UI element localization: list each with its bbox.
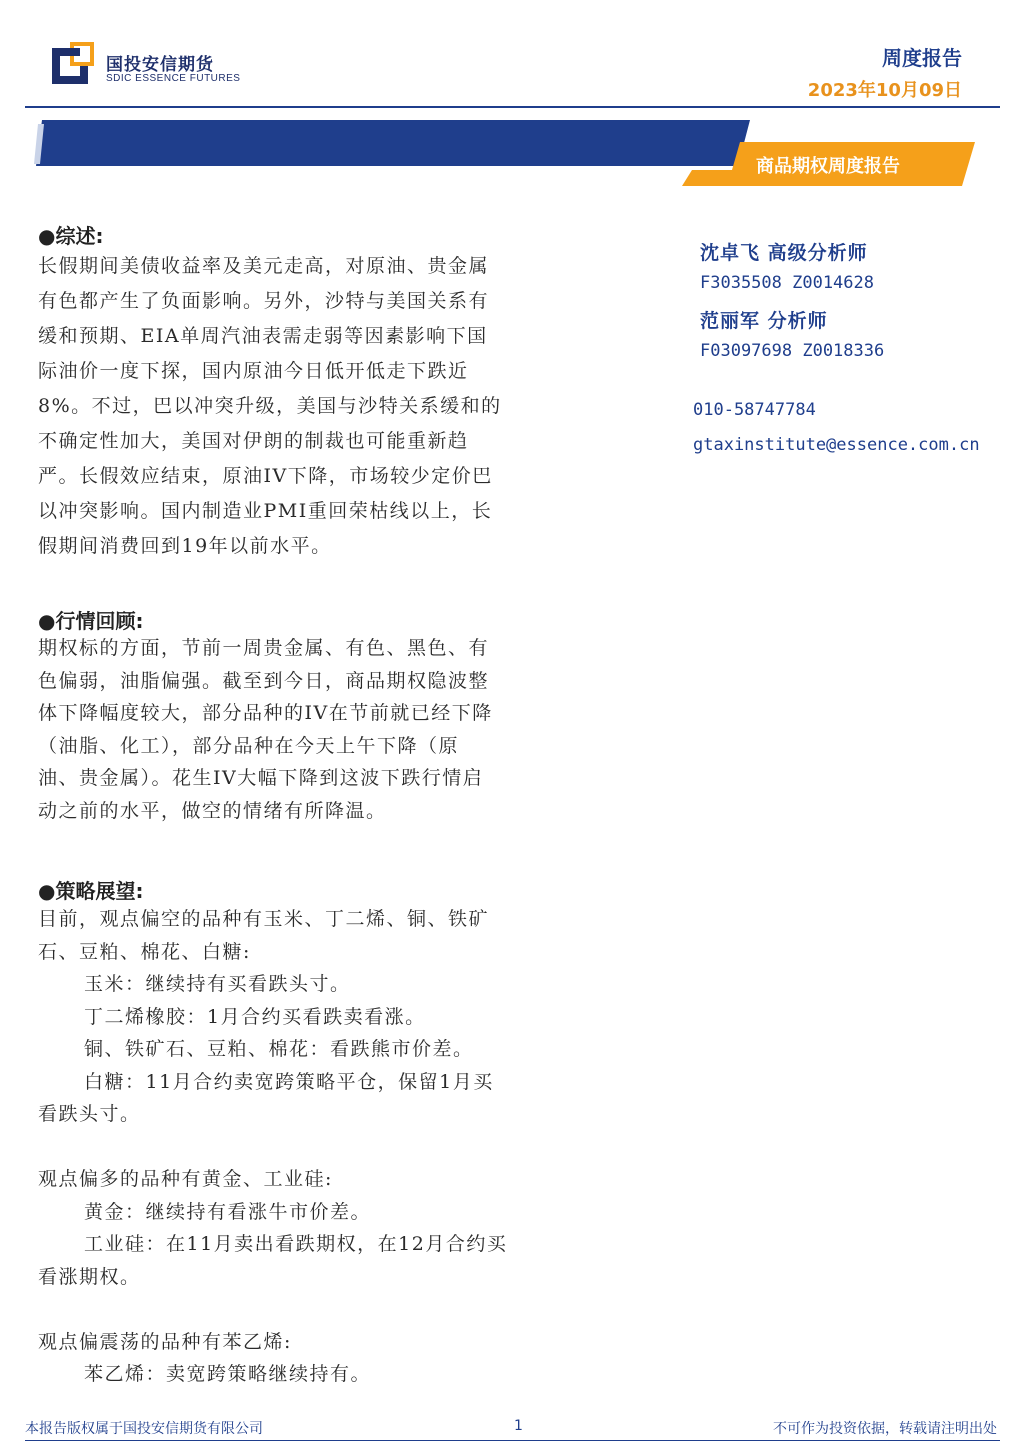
summary-heading: ●综述: xyxy=(38,224,104,248)
page-number: 1 xyxy=(514,1418,523,1434)
summary-line: 严。长假效应结束，原油IV下降，市场较少定价巴 xyxy=(38,465,493,487)
summary-line: 缓和预期、EIA单周汽油表需走弱等因素影响下国 xyxy=(38,325,488,347)
banner-title: 商品期权周度报告 xyxy=(756,156,900,177)
contact-email[interactable]: gtaxinstitute@essence.com.cn xyxy=(693,435,980,455)
strategy-bearish-item: 玉米：继续持有买看跌头寸。 xyxy=(84,973,351,995)
spacer xyxy=(38,1131,558,1164)
review-line: 色偏弱，油脂偏强。截至到今日，商品期权隐波整 xyxy=(38,669,490,692)
summary-line: 有色都产生了负面影响。另外，沙特与美国关系有 xyxy=(38,290,490,312)
review-heading: ●行情回顾: xyxy=(38,609,144,633)
strategy-range-intro: 观点偏震荡的品种有苯乙烯: xyxy=(38,1330,292,1353)
analyst-name-1: 沈卓飞 高级分析师 xyxy=(700,242,868,264)
strategy-bearish-tail: 看跌头寸。 xyxy=(38,1103,141,1125)
spacer xyxy=(38,1293,558,1326)
company-name-en: SDIC ESSENCE FUTURES xyxy=(106,73,241,84)
review-line: 动之前的水平，做空的情绪有所降温。 xyxy=(38,799,387,822)
footer-divider xyxy=(25,1440,1000,1441)
summary-line: 长假期间美债收益率及美元走高，对原油、贵金属 xyxy=(38,255,490,277)
report-type: 周度报告 xyxy=(882,46,962,70)
strategy-bullish-item: 工业硅：在11月卖出看跌期权，在12月合约买 xyxy=(84,1233,508,1255)
review-line: 体下降幅度较大，部分品种的IV在节前就已经下降 xyxy=(38,702,493,724)
analyst-id-2: F03097698 Z0018336 xyxy=(700,341,885,361)
review-body xyxy=(38,632,558,827)
strategy-range-item: 苯乙烯：卖宽跨策略继续持有。 xyxy=(84,1363,372,1385)
strategy-bullish-item: 黄金：继续持有看涨牛市价差。 xyxy=(84,1200,372,1223)
review-line: （油脂、化工），部分品种在今天上午下降（原 xyxy=(38,734,460,757)
strategy-body xyxy=(38,903,558,1391)
sdic-logo-icon xyxy=(52,42,94,84)
strategy-bearish-intro: 目前，观点偏空的品种有玉米、丁二烯、铜、铁矿 xyxy=(38,908,490,930)
footer-disclaimer: 不可作为投资依据，转载请注明出处 xyxy=(773,1421,997,1437)
strategy-bearish-item: 丁二烯橡胶：1月合约买看跌卖看涨。 xyxy=(84,1005,426,1028)
strategy-bearish-item: 白糖：11月合约卖宽跨策略平仓，保留1月买 xyxy=(84,1070,494,1093)
header-divider xyxy=(25,106,1000,108)
strategy-bearish-item: 铜、铁矿石、豆粕、棉花：看跌熊市价差。 xyxy=(84,1038,474,1060)
strategy-bullish-tail: 看涨期权。 xyxy=(38,1265,141,1288)
analyst-name-2: 范丽军 分析师 xyxy=(700,310,828,332)
summary-line: 假期间消费回到19年以前水平。 xyxy=(38,535,332,557)
strategy-bearish-intro: 石、豆粕、棉花、白糖: xyxy=(38,940,251,963)
strategy-heading: ●策略展望: xyxy=(38,879,144,903)
summary-line: 8%。不过，巴以冲突升级，美国与沙特关系缓和的 xyxy=(38,395,502,417)
strategy-bullish-intro: 观点偏多的品种有黄金、工业硅: xyxy=(38,1168,333,1190)
contact-phone: 010-58747784 xyxy=(693,400,816,420)
review-line: 期权标的方面，节前一周贵金属、有色、黑色、有 xyxy=(38,637,490,659)
report-date: 2023年10月09日 xyxy=(807,80,962,101)
company-logo xyxy=(52,42,272,90)
review-line: 油、贵金属）。花生IV大幅下降到这波下跌行情启 xyxy=(38,767,484,789)
summary-line: 际油价一度下探，国内原油今日低开低走下跌近 xyxy=(38,360,469,382)
summary-line: 以冲突影响。国内制造业PMI重回荣枯线以上，长 xyxy=(38,500,493,522)
summary-body xyxy=(38,249,558,564)
footer-copyright: 本报告版权属于国投安信期货有限公司 xyxy=(25,1421,263,1437)
company-name-cn: 国投安信期货 xyxy=(106,55,214,75)
summary-line: 不确定性加大，美国对伊朗的制裁也可能重新趋 xyxy=(38,430,469,452)
analyst-id-1: F3035508 Z0014628 xyxy=(700,273,874,293)
